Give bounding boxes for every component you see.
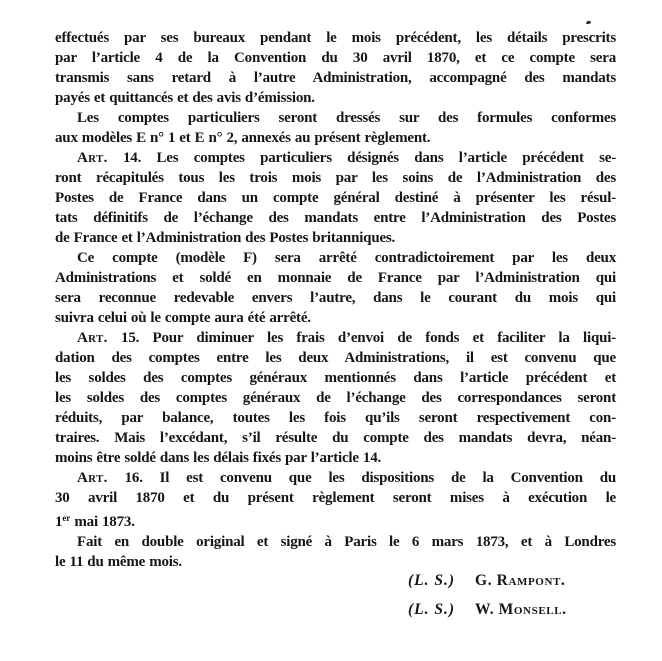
text-segment: ront récapitulés tous les trois mois par les soins de l’Administration des xyxy=(55,170,616,186)
text-line xyxy=(55,468,616,488)
text-line xyxy=(55,508,616,532)
article-number-label: Art. xyxy=(77,330,108,346)
text-segment: mai 1873. xyxy=(70,514,135,530)
article-number-label: Art. xyxy=(77,150,108,166)
text-line xyxy=(55,48,616,68)
text-line xyxy=(55,408,616,428)
paragraph xyxy=(55,108,616,148)
text-segment: Les comptes particuliers seront dressés sur des formules conformes xyxy=(77,110,616,126)
text-segment: Administrations et soldé en monnaie de France par l’Administration qui xyxy=(55,270,616,286)
text-segment: par l’article 4 de la Convention du 30 avril 1870, et ce compte sera xyxy=(55,50,616,66)
article-number-label: Art. xyxy=(77,470,108,486)
paragraph xyxy=(55,468,616,532)
text-segment: dation des comptes entre les deux Administrations, il est convenu que xyxy=(55,350,616,366)
text-segment: 30 avril 1870 et du présent règlement seront mises à exécution le xyxy=(55,490,616,506)
seal-label: (L. S.) xyxy=(408,572,456,589)
text-segment: 16. Il est convenu que les dispositions de la Convention du xyxy=(107,470,616,486)
text-line xyxy=(55,128,616,148)
text-segment: effectués par ses bureaux pendant le mois précédent, les détails prescrits xyxy=(55,30,616,46)
scan-artifact-dot xyxy=(586,20,592,24)
text-segment: payés et quittancés et des avis d’émission. xyxy=(55,90,315,106)
text-line xyxy=(55,428,616,448)
text-line xyxy=(55,168,616,188)
text-segment: suivra celui où le compte aura été arrêté. xyxy=(55,310,311,326)
text-segment: traires. Mais l’excédant, s’il résulte du compte des mandats devra, néan- xyxy=(55,430,616,446)
paragraph xyxy=(55,328,616,468)
signatory-name: W. Monsell. xyxy=(475,601,567,618)
text-line xyxy=(55,148,616,168)
text-line xyxy=(55,108,616,128)
text-segment: Ce compte (modèle F) sera arrêté contradictoirement par les deux xyxy=(77,250,616,266)
text-line xyxy=(55,488,616,508)
text-line xyxy=(55,448,616,468)
text-line xyxy=(55,532,616,552)
text-segment: réduits, par balance, toutes les fois qu’ils seront respectivement con- xyxy=(55,410,616,426)
paragraph xyxy=(55,248,616,328)
text-line xyxy=(55,348,616,368)
signature-line xyxy=(408,595,567,624)
text-line xyxy=(55,368,616,388)
text-segment: tats définitifs de l’échange des mandats entre l’Administration des Postes xyxy=(55,210,616,226)
text-segment: aux modèles E n° 1 et E n° 2, annexés au présent règlement. xyxy=(55,130,431,146)
text-line xyxy=(55,68,616,88)
text-segment: moins être soldé dans les délais fixés par l’article 14. xyxy=(55,450,382,466)
superscript: er xyxy=(62,513,71,523)
text-line xyxy=(55,388,616,408)
text-line xyxy=(55,88,616,108)
text-segment: 1 xyxy=(55,514,63,530)
signature-block xyxy=(408,566,567,624)
text-segment: 14. Les comptes particuliers désignés dans l’article précédent se- xyxy=(107,150,616,166)
text-segment: les soldes des comptes généraux mentionnés dans l’article précédent et xyxy=(55,370,616,386)
paragraph xyxy=(55,148,616,248)
text-line xyxy=(55,328,616,348)
text-segment: Postes de France dans un compte général destiné à présenter les résul- xyxy=(55,190,616,206)
text-line xyxy=(55,208,616,228)
text-line xyxy=(55,228,616,248)
text-segment: Fait en double original et signé à Paris le 6 mars 1873, et à Londres xyxy=(77,534,616,550)
text-line xyxy=(55,268,616,288)
text-block xyxy=(55,28,616,572)
text-segment: les soldes des comptes généraux de l’échange des correspondances seront xyxy=(55,390,616,406)
text-line xyxy=(55,308,616,328)
text-segment: de France et l’Administration des Postes britanniques. xyxy=(55,230,396,246)
text-line xyxy=(55,188,616,208)
text-segment: sera reconnue redevable envers l’autre, dans le courant du mois qui xyxy=(55,290,616,306)
text-line xyxy=(55,248,616,268)
paragraph xyxy=(55,28,616,108)
text-line xyxy=(55,288,616,308)
seal-label: (L. S.) xyxy=(408,601,456,618)
text-segment: le 11 du même mois. xyxy=(55,554,182,570)
signatory-name: G. Rampont. xyxy=(475,572,566,589)
text-segment: 15. Pour diminuer les frais d’envoi de fonds et faciliter la liqui- xyxy=(107,330,616,346)
text-segment: transmis sans retard à l’autre Administration, accompagné des mandats xyxy=(55,70,616,86)
text-line xyxy=(55,28,616,48)
signature-line xyxy=(408,566,567,595)
